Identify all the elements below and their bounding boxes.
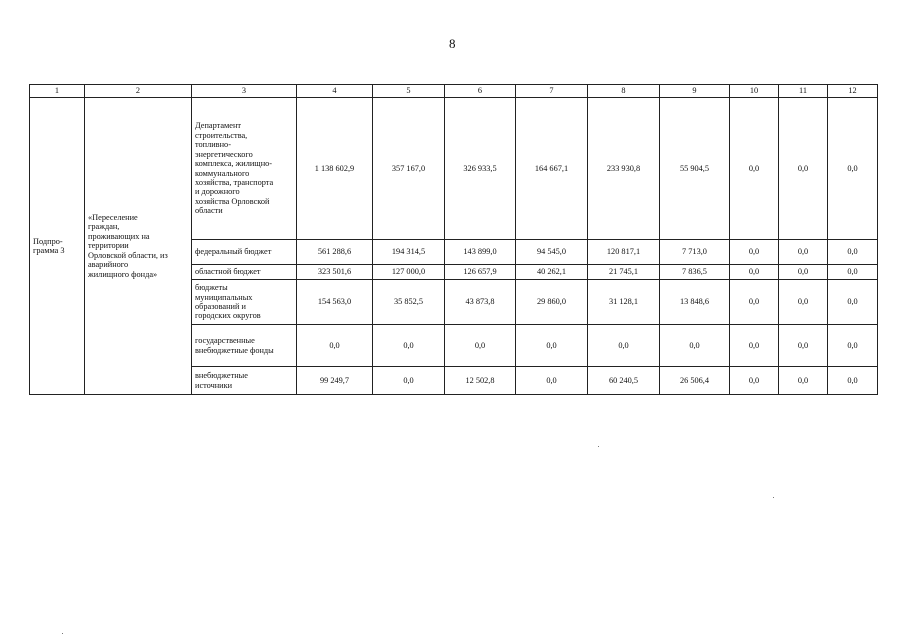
amount-cell: 13 848,6 <box>660 280 730 325</box>
amount-cell: 0,0 <box>779 240 828 265</box>
amount-cell: 31 128,1 <box>588 280 660 325</box>
amount-cell: 0,0 <box>828 367 878 395</box>
amount-cell: 21 745,1 <box>588 265 660 280</box>
amount-cell: 0,0 <box>660 325 730 367</box>
amount-cell: 26 506,4 <box>660 367 730 395</box>
amount-cell: 0,0 <box>730 280 779 325</box>
amount-cell: 326 933,5 <box>445 98 516 240</box>
amount-cell: 35 852,5 <box>373 280 445 325</box>
amount-cell: 154 563,0 <box>297 280 373 325</box>
amount-cell: 0,0 <box>730 98 779 240</box>
column-header: 2 <box>85 85 192 98</box>
column-header: 11 <box>779 85 828 98</box>
amount-cell: 60 240,5 <box>588 367 660 395</box>
funding-source-cell: областной бюджет <box>192 265 297 280</box>
amount-cell: 43 873,8 <box>445 280 516 325</box>
scan-speck <box>773 497 774 498</box>
amount-cell: 357 167,0 <box>373 98 445 240</box>
amount-cell: 0,0 <box>730 265 779 280</box>
amount-cell: 143 899,0 <box>445 240 516 265</box>
amount-cell: 164 667,1 <box>516 98 588 240</box>
program-name-cell: «Переселение граждан, проживающих на территории Орловской области, из аварийного жилищного фонда» <box>85 98 192 395</box>
amount-cell: 0,0 <box>828 265 878 280</box>
amount-cell: 55 904,5 <box>660 98 730 240</box>
column-header: 9 <box>660 85 730 98</box>
amount-cell: 0,0 <box>828 98 878 240</box>
amount-cell: 12 502,8 <box>445 367 516 395</box>
column-header: 6 <box>445 85 516 98</box>
amount-cell: 233 930,8 <box>588 98 660 240</box>
column-header: 4 <box>297 85 373 98</box>
amount-cell: 127 000,0 <box>373 265 445 280</box>
column-header: 5 <box>373 85 445 98</box>
amount-cell: 0,0 <box>516 325 588 367</box>
budget-table <box>29 84 878 395</box>
amount-cell: 1 138 602,9 <box>297 98 373 240</box>
column-header: 7 <box>516 85 588 98</box>
amount-cell: 94 545,0 <box>516 240 588 265</box>
amount-cell: 0,0 <box>730 325 779 367</box>
amount-cell: 0,0 <box>779 265 828 280</box>
amount-cell: 0,0 <box>588 325 660 367</box>
header-row <box>30 85 878 98</box>
amount-cell: 0,0 <box>516 367 588 395</box>
amount-cell: 0,0 <box>779 367 828 395</box>
amount-cell: 40 262,1 <box>516 265 588 280</box>
amount-cell: 0,0 <box>779 98 828 240</box>
funding-source-cell: Департамент строительства, топливно- энергетического комплекса, жилищно- коммунального хозяйства, транспорта и дорожного хозяйства Орловской области <box>192 98 297 240</box>
amount-cell: 0,0 <box>779 280 828 325</box>
funding-source-cell: государственные внебюджетные фонды <box>192 325 297 367</box>
amount-cell: 126 657,9 <box>445 265 516 280</box>
column-header: 12 <box>828 85 878 98</box>
amount-cell: 7 713,0 <box>660 240 730 265</box>
amount-cell: 0,0 <box>730 240 779 265</box>
amount-cell: 0,0 <box>445 325 516 367</box>
amount-cell: 0,0 <box>779 325 828 367</box>
amount-cell: 0,0 <box>373 367 445 395</box>
amount-cell: 194 314,5 <box>373 240 445 265</box>
funding-source-cell: бюджеты муниципальных образований и городских округов <box>192 280 297 325</box>
page-number: 8 <box>449 36 456 51</box>
table-body <box>30 98 878 395</box>
scan-speck <box>598 446 599 447</box>
funding-source-cell: внебюджетные источники <box>192 367 297 395</box>
funding-source-cell: федеральный бюджет <box>192 240 297 265</box>
amount-cell: 120 817,1 <box>588 240 660 265</box>
amount-cell: 0,0 <box>373 325 445 367</box>
column-header: 3 <box>192 85 297 98</box>
amount-cell: 0,0 <box>828 240 878 265</box>
column-header: 10 <box>730 85 779 98</box>
table-row <box>30 98 878 240</box>
amount-cell: 323 501,6 <box>297 265 373 280</box>
amount-cell: 0,0 <box>730 367 779 395</box>
amount-cell: 0,0 <box>828 280 878 325</box>
amount-cell: 29 860,0 <box>516 280 588 325</box>
amount-cell: 0,0 <box>297 325 373 367</box>
program-code-cell: Подпро- грамма 3 <box>30 98 85 395</box>
column-header: 8 <box>588 85 660 98</box>
amount-cell: 0,0 <box>828 325 878 367</box>
amount-cell: 7 836,5 <box>660 265 730 280</box>
column-header: 1 <box>30 85 85 98</box>
scan-speck <box>62 633 63 634</box>
amount-cell: 99 249,7 <box>297 367 373 395</box>
amount-cell: 561 288,6 <box>297 240 373 265</box>
